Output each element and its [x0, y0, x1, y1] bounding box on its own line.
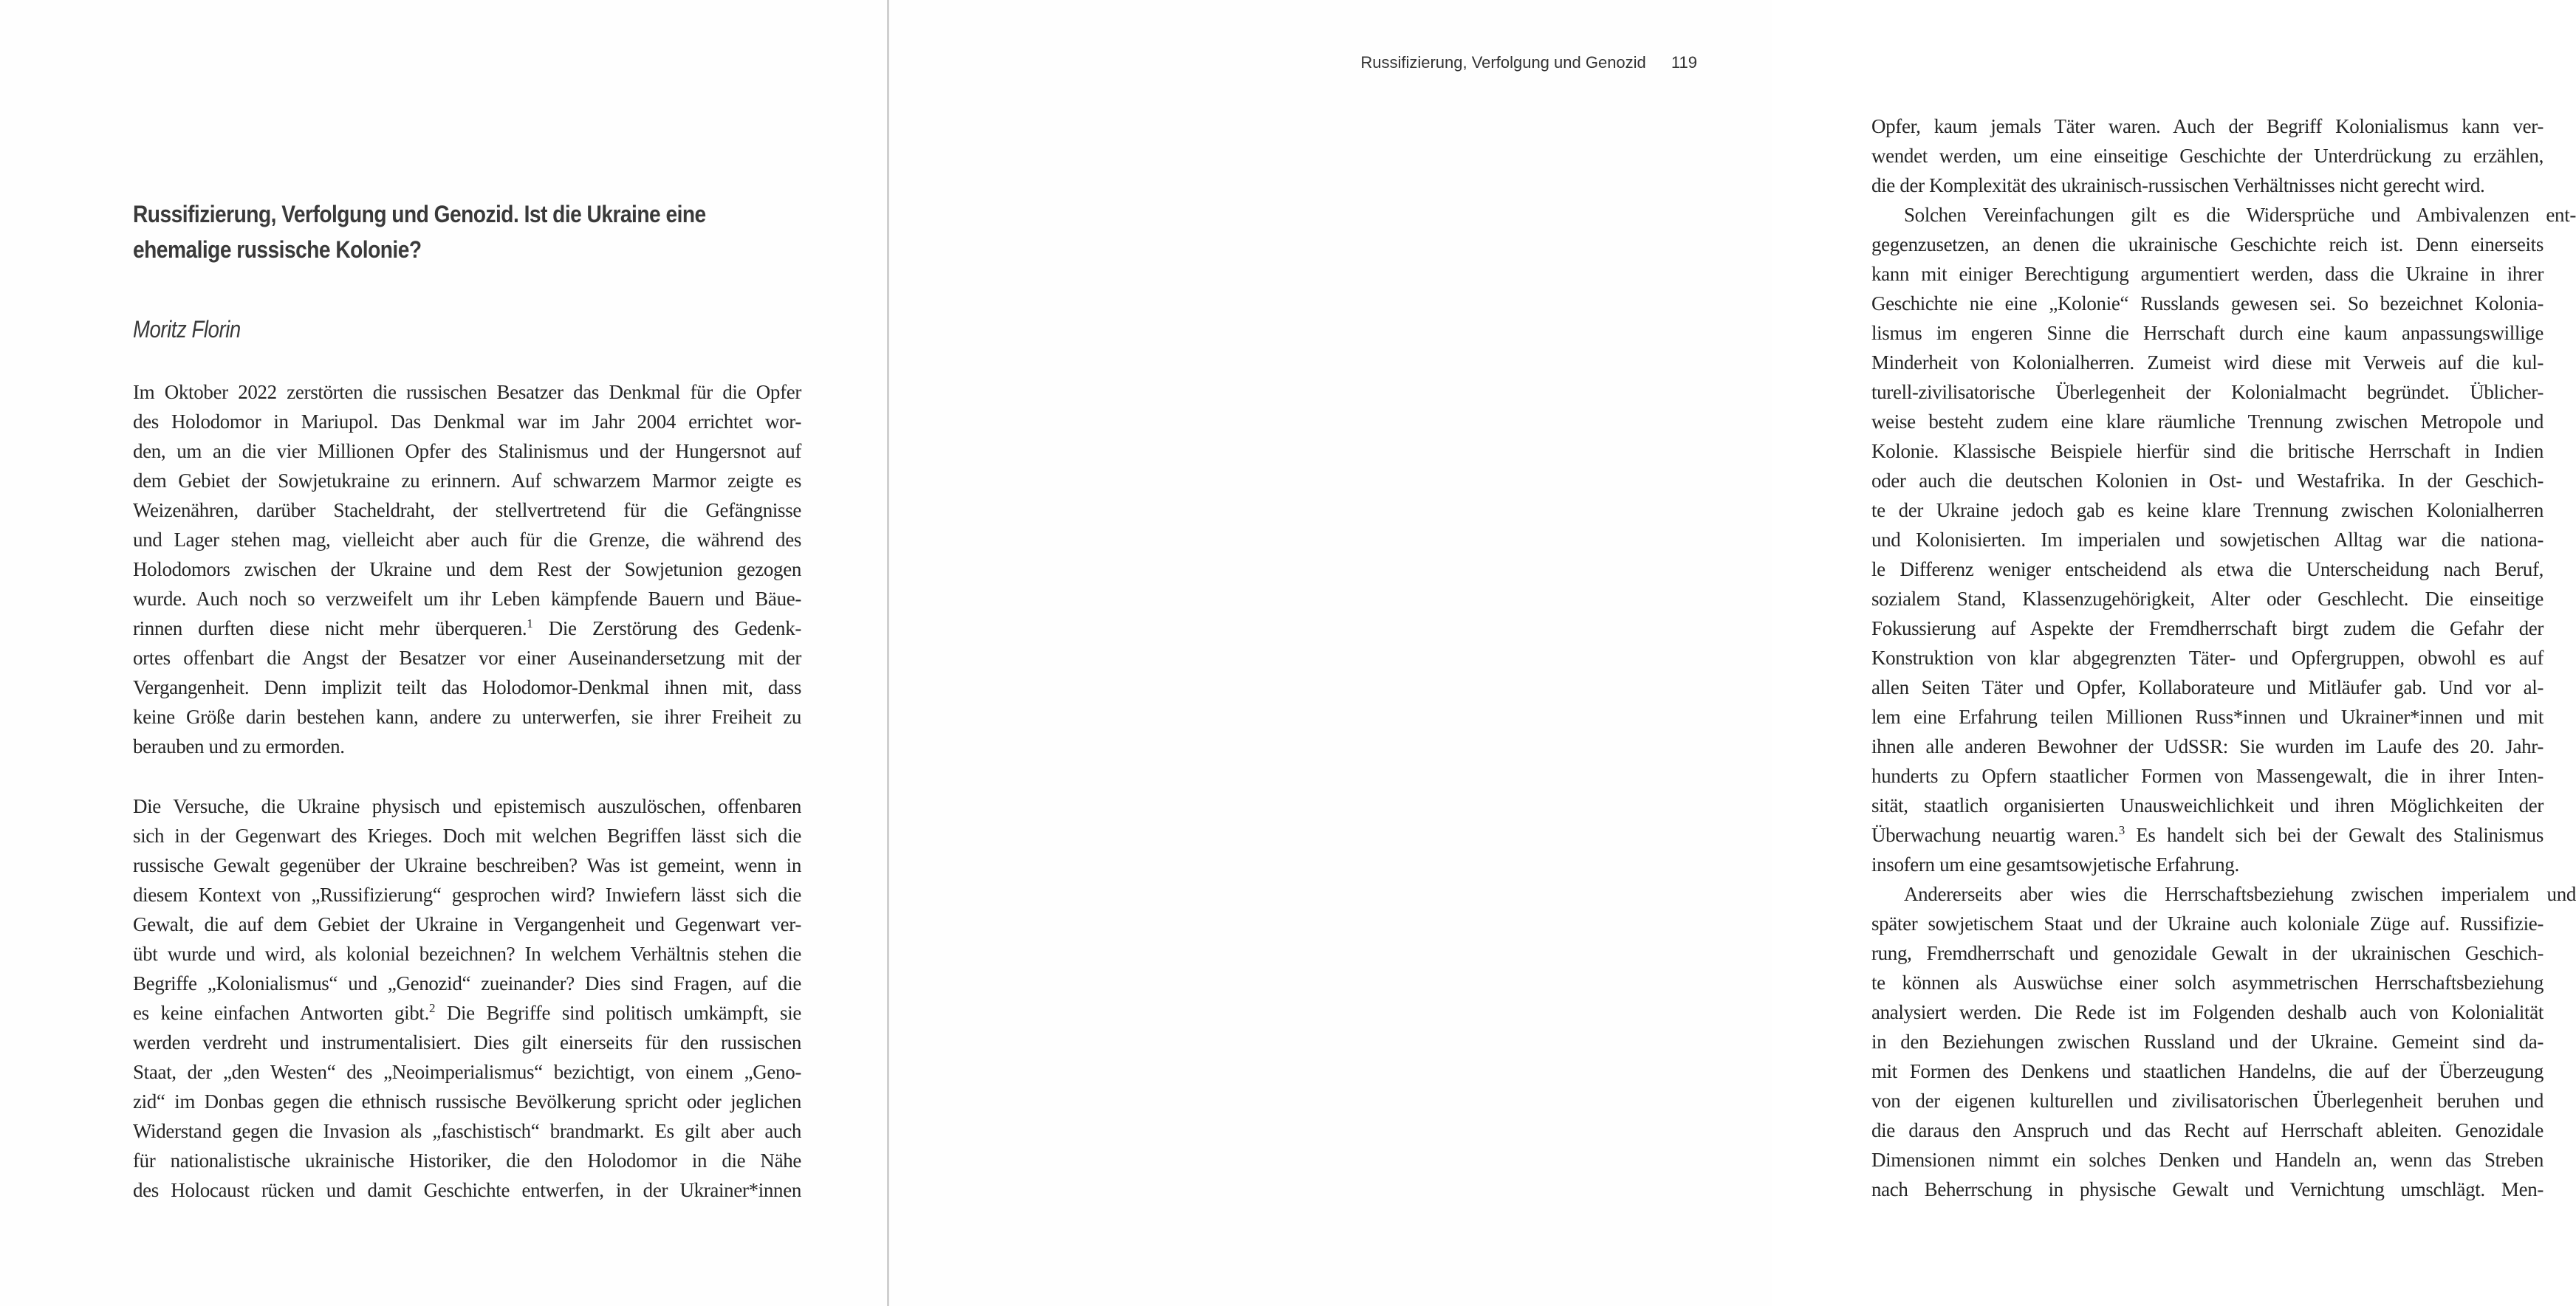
text-line: russische Gewalt gegenüber der Ukraine beschreiben? Was ist gemeint, wenn in	[133, 854, 801, 876]
paragraph	[1871, 200, 2576, 879]
text-line: Überwachung neuartig waren.$^3$ Es handelt sich bei der Gewalt des Stalinismus	[1871, 823, 2544, 846]
chapter-title-line: ehemalige russische Kolonie?	[133, 236, 422, 263]
text-line: rinnen durften diese nicht mehr überqueren.$^1$ Die Zerstörung des Gedenk-	[133, 616, 801, 639]
text-line: Opfer, kaum jemals Täter waren. Auch der Begriff Kolonialismus kann ver-	[1871, 115, 2544, 137]
text-line: Staat, der „den Westen“ des „Neoimperialismus“ bezichtigt, von einem „Geno-	[133, 1061, 801, 1083]
text-line: Gewalt, die auf dem Gebiet der Ukraine in Vergangenheit und Gegenwart ver-	[133, 913, 801, 935]
text-line: Kolonie. Klassische Beispiele hierfür sind die britische Herrschaft in Indien	[1871, 440, 2544, 462]
text-line: le Differenz weniger entscheidend als etwa die Unterscheidung nach Beruf,	[1871, 558, 2544, 580]
text-line: sität, staatlich organisierten Unausweichlichkeit und ihren Möglichkeiten der	[1871, 794, 2544, 817]
right-body-text	[1871, 111, 2576, 1204]
text-line: sich in der Gegenwart des Krieges. Doch mit welchen Begriffen lässt sich die	[133, 825, 801, 847]
text-line: allen Seiten Täter und Opfer, Kollaborateure und Mitläufer gab. Und vor al-	[1871, 676, 2544, 698]
text-line: die der Komplexität des ukrainisch-russischen Verhältnisses nicht gerecht wird.	[1871, 174, 2485, 196]
text-line: wendet werden, um eine einseitige Geschichte der Unterdrückung zu erzählen,	[1871, 145, 2544, 167]
text-line: Solchen Vereinfachungen gilt es die Widersprüche und Ambivalenzen ent-	[1904, 204, 2576, 226]
chapter-title	[133, 196, 718, 267]
text-line: und Lager stehen mag, vielleicht aber auch für die Grenze, die während des	[133, 529, 801, 551]
text-line: später sowjetischem Staat und der Ukraine auch koloniale Züge auf. Russifizie-	[1871, 913, 2544, 935]
text-line: insofern um eine gesamtsowjetische Erfahrung.	[1871, 853, 2239, 876]
text-line: rung, Fremdherrschaft und genozidale Gewalt in der ukrainischen Geschich-	[1871, 942, 2544, 964]
text-line: Fokussierung auf Aspekte der Fremdherrschaft birgt zudem die Gefahr der	[1871, 617, 2544, 639]
text-line: turell-zivilisatorische Überlegenheit der Kolonialmacht begründet. Üblicher-	[1871, 381, 2544, 403]
text-line: den, um an die vier Millionen Opfer des Stalinismus und der Hungersnot auf	[133, 440, 801, 462]
text-line: ortes offenbart die Angst der Besatzer vor einer Auseinandersetzung mit der	[133, 647, 801, 669]
running-head	[1360, 53, 1697, 72]
text-line: Die Versuche, die Ukraine physisch und epistemisch auszulöschen, offenbaren	[133, 795, 801, 817]
text-line: lismus im engeren Sinne die Herrschaft durch eine kaum anpassungswillige	[1871, 322, 2544, 344]
text-line: te können als Auswüchse einer solch asymmetrischen Herrschaftsbeziehung	[1871, 972, 2544, 994]
text-line: weise besteht zudem eine klare räumliche Trennung zwischen Metropole und	[1871, 410, 2544, 433]
text-line: dem Gebiet der Sowjetukraine zu erinnern. Auf schwarzem Marmor zeigte es	[133, 470, 801, 492]
text-line: nach Beherrschung in physische Gewalt und Vernichtung umschlägt. Men-	[1871, 1178, 2544, 1200]
text-line: für nationalistische ukrainische Historiker, die den Holodomor in die Nähe	[133, 1149, 801, 1172]
footnote-marker[interactable]: 2	[428, 1001, 436, 1015]
text-line: in den Beziehungen zwischen Russland und der Ukraine. Gemeint sind da-	[1871, 1031, 2544, 1053]
text-line: Geschichte nie eine „Kolonie“ Russlands gewesen sei. So bezeichnet Kolonia-	[1871, 292, 2544, 315]
text-line: Minderheit von Kolonialherren. Zumeist wird diese mit Verweis auf die kul-	[1871, 351, 2544, 374]
running-head-title: Russifizierung, Verfolgung und Genozid	[1360, 53, 1646, 72]
left-page	[0, 0, 887, 1306]
text-line: Andererseits aber wies die Herrschaftsbeziehung zwischen imperialem und	[1904, 883, 2576, 905]
footnote-marker[interactable]: 3	[2118, 823, 2125, 837]
right-page	[889, 0, 2576, 1306]
paragraph	[1871, 879, 2576, 1204]
chapter-title-line: Russifizierung, Verfolgung und Genozid. Ist die Ukraine eine	[133, 201, 706, 227]
paragraph	[1871, 111, 2544, 200]
text-line: es keine einfachen Antworten gibt.$^2$ Die Begriffe sind politisch umkämpft, sie	[133, 1001, 801, 1024]
text-line: von der eigenen kulturellen und zivilisatorischen Überlegenheit beruhen und	[1871, 1090, 2544, 1112]
text-line: berauben und zu ermorden.	[133, 735, 345, 757]
author-name: Moritz Florin	[133, 316, 241, 343]
text-line: Begriffe „Kolonialismus“ und „Genozid“ zueinander? Dies sind Fragen, auf die	[133, 972, 801, 994]
text-line: übt wurde und wird, als kolonial bezeichnen? In welchem Verhältnis stehen die	[133, 943, 801, 965]
text-line: oder auch die deutschen Kolonien in Ost- und Westafrika. In der Geschich-	[1871, 470, 2544, 492]
paragraph	[133, 377, 801, 761]
text-line: analysiert werden. Die Rede ist im Folgenden deshalb auch von Kolonialität	[1871, 1001, 2544, 1023]
text-line: Dimensionen nimmt ein solches Denken und Handeln an, wenn das Streben	[1871, 1149, 2544, 1171]
left-body-text	[133, 377, 801, 1205]
text-line: Konstruktion von klar abgegrenzten Täter- und Opfergruppen, obwohl es auf	[1871, 647, 2544, 669]
text-line: des Holodomor in Mariupol. Das Denkmal war im Jahr 2004 errichtet wor-	[133, 410, 801, 433]
paragraph	[133, 791, 801, 1205]
text-line: werden verdreht und instrumentalisiert. Dies gilt einerseits für den russischen	[133, 1031, 801, 1054]
text-line: mit Formen des Denkens und staatlichen Handelns, die auf der Überzeugung	[1871, 1060, 2544, 1082]
text-line: ihnen alle anderen Bewohner der UdSSR: Sie wurden im Laufe des 20. Jahr-	[1871, 735, 2544, 757]
text-line: des Holocaust rücken und damit Geschichte entwerfen, in der Ukrainer*innen	[133, 1179, 801, 1201]
text-line: gegenzusetzen, an denen die ukrainische Geschichte reich ist. Denn einerseits	[1871, 233, 2544, 255]
text-line: Holodomors zwischen der Ukraine und dem Rest der Sowjetunion gezogen	[133, 558, 801, 580]
footnote-marker[interactable]: 1	[527, 616, 533, 630]
text-line: wurde. Auch noch so verzweifelt um ihr Leben kämpfende Bauern und Bäue-	[133, 588, 801, 610]
text-line: kann mit einiger Berechtigung argumentiert werden, dass die Ukraine in ihrer	[1871, 263, 2544, 285]
text-line: und Kolonisierten. Im imperialen und sowjetischen Alltag war die nationa-	[1871, 529, 2544, 551]
text-line: Im Oktober 2022 zerstörten die russischen Besatzer das Denkmal für die Opfer	[133, 381, 801, 403]
text-line: Vergangenheit. Denn implizit teilt das Holodomor-Denkmal ihnen mit, dass	[133, 676, 801, 698]
text-line: te der Ukraine jedoch gab es keine klare Trennung zwischen Kolonialherren	[1871, 499, 2544, 521]
text-line: Weizenähren, darüber Stacheldraht, der stellvertretend für die Gefängnisse	[133, 499, 801, 521]
paragraph-gap	[133, 761, 801, 791]
page-number: 119	[1671, 53, 1697, 72]
text-line: hunderts zu Opfern staatlicher Formen von Massengewalt, die in ihrer Inten-	[1871, 765, 2544, 787]
text-line: diesem Kontext von „Russifizierung“ gesprochen wird? Inwiefern lässt sich die	[133, 884, 801, 906]
text-line: sozialem Stand, Klassenzugehörigkeit, Alter oder Geschlecht. Die einseitige	[1871, 588, 2544, 610]
text-line: lem eine Erfahrung teilen Millionen Russ*innen und Ukrainer*innen und mit	[1871, 706, 2544, 728]
text-line: keine Größe darin bestehen kann, andere zu unterwerfen, sie ihrer Freiheit zu	[133, 706, 801, 728]
text-line: die daraus den Anspruch und das Recht auf Herrschaft ableiten. Genozidale	[1871, 1119, 2544, 1141]
text-line: Widerstand gegen die Invasion als „faschistisch“ brandmarkt. Es gilt aber auch	[133, 1120, 801, 1142]
text-line: zid“ im Donbas gegen die ethnisch russische Bevölkerung spricht oder jeglichen	[133, 1090, 801, 1113]
